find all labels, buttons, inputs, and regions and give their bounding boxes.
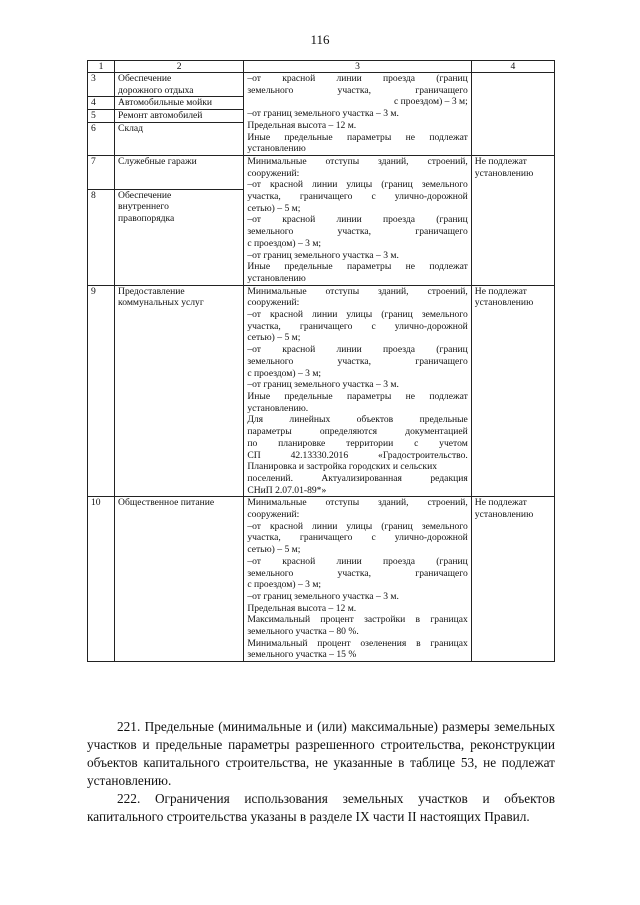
- parameter-line: земельного участка – 15 %: [247, 649, 357, 661]
- parameter-line: участка, граничащего с улично-дорожной: [247, 191, 468, 203]
- parameter-line: Предельная высота – 12 м.: [247, 602, 357, 614]
- parameter-line: с проездом) – 3 м;: [247, 237, 322, 249]
- header-col-4: 4: [471, 61, 554, 73]
- use-type-name: Обеспечение дорожного отдыха: [115, 73, 244, 97]
- parameters-table: [87, 60, 555, 662]
- parameter-line: Максимальный процент застройки в границах: [247, 614, 468, 626]
- use-type-name: Автомобильные мойки: [115, 97, 244, 110]
- parameter-line: СП 42.13330.2016 «Градостроительство.: [247, 449, 468, 461]
- parameter-line: сетью) – 5 м;: [247, 332, 301, 344]
- note-cell: Не подлежат установлению: [471, 285, 554, 497]
- parameter-line: земельного участка – 80 %.: [247, 626, 359, 638]
- parameters-cell: [244, 497, 471, 662]
- parameter-line: установлению: [247, 272, 306, 284]
- parameter-line: Иные предельные параметры не подлежат: [247, 390, 468, 402]
- parameter-line: –от красной линии проезда (границ: [247, 344, 468, 356]
- use-type-name: Склад: [115, 122, 244, 155]
- parameter-line: СНиП 2.07.01-89*»: [247, 484, 327, 496]
- parameter-line: установлению.: [247, 402, 309, 414]
- row-number: 3: [88, 73, 115, 97]
- parameter-line: сооружений:: [247, 509, 300, 521]
- body-text: [87, 718, 555, 826]
- note-cell: [471, 73, 554, 156]
- parameter-line: –от красной линии проезда (границ: [247, 214, 468, 226]
- parameter-line: земельного участка, граничащего: [247, 355, 468, 367]
- parameter-line: Для линейных объектов предельные: [247, 414, 468, 426]
- parameter-line: Минимальный процент озеленения в границах: [247, 637, 468, 649]
- paragraph-222: 222. Ограничения использования земельных участков и объектов капитального строительства указаны в разделе IX части II настоящих Правил.: [87, 791, 555, 824]
- parameter-line: сетью) – 5 м;: [247, 544, 301, 556]
- parameter-line: Иные предельные параметры не подлежат: [247, 261, 468, 273]
- parameter-line: с проездом) – 3 м;: [247, 367, 322, 379]
- parameter-line: земельного участка, граничащего: [247, 567, 468, 579]
- parameter-line: земельного участка, граничащего: [247, 226, 468, 238]
- note-cell: Не подлежат установлению: [471, 497, 554, 662]
- parameter-line: Минимальные отступы зданий, строений,: [247, 155, 468, 167]
- parameters-cell: [244, 155, 471, 285]
- parameter-line: –от красной линии улицы (границ земельного: [247, 520, 468, 532]
- header-col-2: 2: [115, 61, 244, 73]
- parameter-line: –от красной линии проезда (границ: [247, 555, 468, 567]
- use-type-name: Служебные гаражи: [115, 155, 244, 189]
- row-number: 5: [88, 110, 115, 123]
- parameter-line: участка, граничащего с улично-дорожной: [247, 532, 468, 544]
- parameters-cell: [244, 285, 471, 497]
- use-type-name: Обеспечение внутреннего правопорядка: [115, 189, 244, 285]
- row-number: 9: [88, 285, 115, 497]
- parameter-line: –от красной линии улицы (границ земельного: [247, 309, 468, 321]
- row-number: 7: [88, 155, 115, 189]
- use-type-name: Предоставление коммунальных услуг: [115, 285, 244, 497]
- row-number: 8: [88, 189, 115, 285]
- table-row: [88, 73, 555, 97]
- row-number: 4: [88, 97, 115, 110]
- header-col-3: 3: [244, 61, 471, 73]
- parameter-line: сооружений:: [247, 297, 300, 309]
- parameters-cell: –от красной линии проезда (границ земельного участка, граничащего с проездом) – 3 м; –от границ земельного участка – 3 м. Предельная высота – 12 м. Иные предельные параметры не подлежат установлению: [244, 73, 471, 156]
- parameter-line: сетью) – 5 м;: [247, 202, 301, 214]
- row-number: 6: [88, 122, 115, 155]
- parameter-line: Минимальные отступы зданий, строений,: [247, 497, 468, 509]
- parameter-line: Минимальные отступы зданий, строений,: [247, 285, 468, 297]
- parameter-line: –от границ земельного участка – 3 м.: [247, 379, 399, 391]
- parameter-line: с проездом) – 3 м;: [247, 579, 322, 591]
- parameter-line: сооружений:: [247, 167, 300, 179]
- parameter-line: по планировке территории с учетом: [247, 437, 468, 449]
- table-row: [88, 497, 555, 662]
- parameter-line: параметры определяются документацией: [247, 426, 468, 438]
- table-row: [88, 155, 555, 189]
- table-header-row: [88, 61, 555, 73]
- parameter-line: участка, граничащего с улично-дорожной: [247, 320, 468, 332]
- parameter-line: поселений. Актуализированная редакция: [247, 472, 468, 484]
- use-type-name: Общественное питание: [115, 497, 244, 662]
- parameter-line: –от красной линии улицы (границ земельного: [247, 179, 468, 191]
- use-type-name: Ремонт автомобилей: [115, 110, 244, 123]
- row-number: 10: [88, 497, 115, 662]
- parameter-line: –от границ земельного участка – 3 м.: [247, 249, 399, 261]
- table-row: [88, 285, 555, 497]
- paragraph-221: 221. Предельные (минимальные и (или) максимальные) размеры земельных участков и предельные параметры разрешенного строительства, реконструкции объектов капитального строительства, не указанные в таблице 53, не подлежат установлению.: [87, 719, 555, 788]
- parameter-line: Планировка и застройка городских и сельских: [247, 461, 438, 473]
- note-cell: Не подлежат установлению: [471, 155, 554, 285]
- page-number: 116: [310, 32, 330, 47]
- header-col-1: 1: [88, 61, 115, 73]
- parameter-line: –от границ земельного участка – 3 м.: [247, 590, 399, 602]
